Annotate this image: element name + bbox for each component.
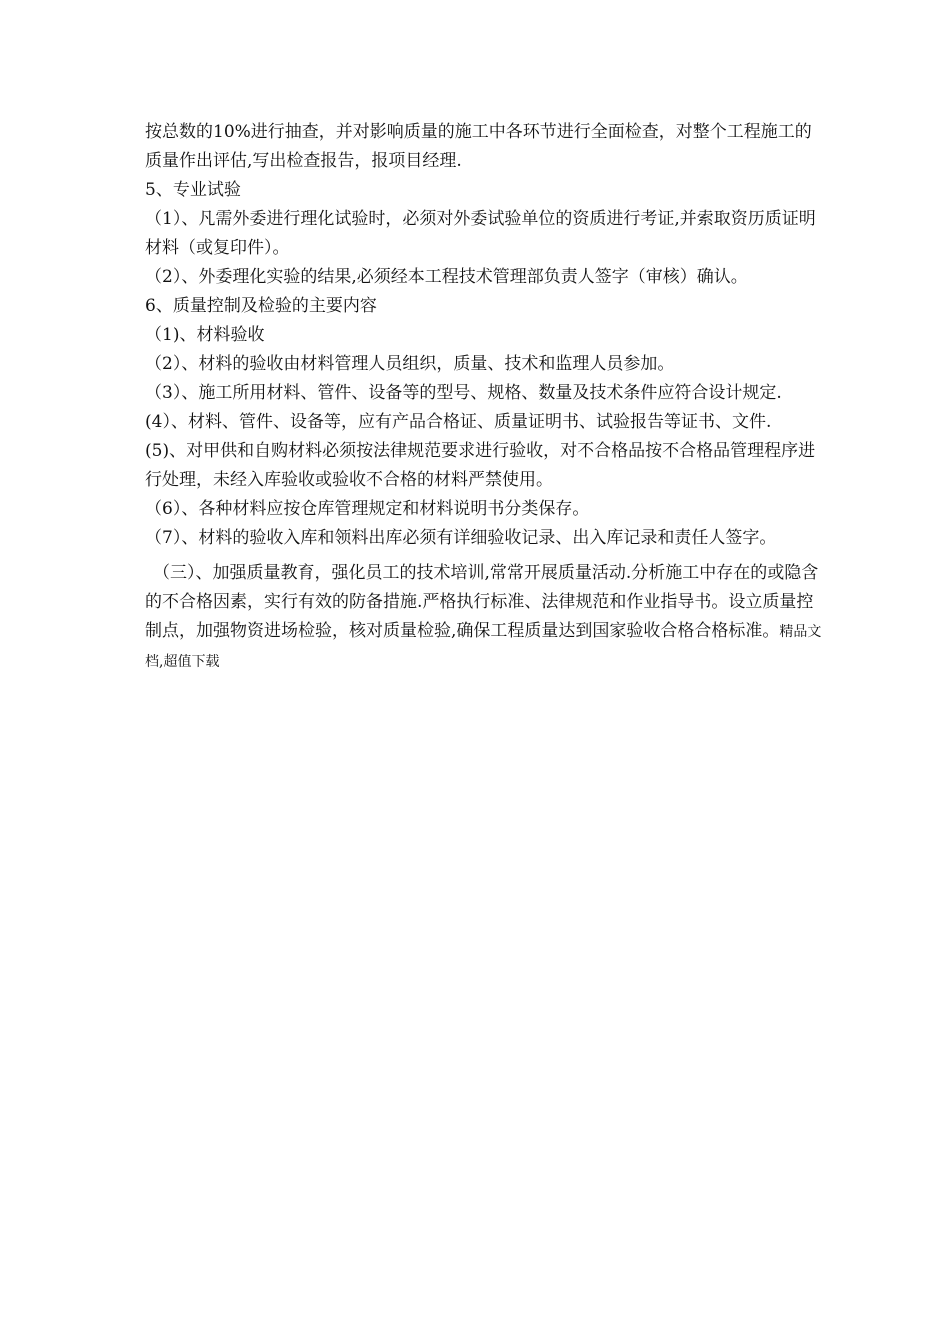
heading-quality-control: 6、质量控制及检验的主要内容 [145, 296, 377, 316]
document-body [145, 118, 825, 677]
heading-professional-test: 5、专业试验 [145, 180, 241, 200]
item-material-specs: （3）、施工所用材料、管件、设备等的型号、规格、数量及技术条件应符合设计规定. [145, 383, 782, 403]
paragraph-sampling-inspection: 按总数的10%进行抽查，并对影响质量的施工中各环节进行全面检查，对整个工程施工的质量作出评估,写出检查报告，报项目经理. [145, 122, 812, 171]
section-quality-education [145, 559, 825, 677]
item-supplied-materials: (5)、对甲供和自购材料必须按法律规范要求进行验收，对不合格品按不合格品管理程序进行处理，未经入库验收或验收不合格的材料严禁使用。 [145, 441, 816, 490]
item-storage: （6）、各种材料应按仓库管理规定和材料说明书分类保存。 [145, 499, 590, 519]
item-outsourced-result: （2）、外委理化实验的结果,必须经本工程技术管理部负责人签字（审核）确认。 [145, 267, 748, 287]
footer-note: 精品文档,超值下载 [145, 624, 822, 670]
section-quality-education-text: （三）、加强质量教育，强化员工的技术培训,常常开展质量活动.分析施工中存在的或隐含的不合格因素，实行有效的防备措施.严格执行标准、法律规范和作业指导书。设立质量控制点，加强物资进场检验，核对质量检验,确保工程质量达到国家验收合格合格标准。 [145, 563, 819, 641]
item-acceptance-organization: （2）、材料的验收由材料管理人员组织，质量、技术和监理人员参加。 [145, 354, 675, 374]
item-outsourced-test: （1）、凡需外委进行理化试验时，必须对外委试验单位的资质进行考证,并索取资历质证明材料（或复印件）。 [145, 209, 816, 258]
item-certificates: (4）、材料、管件、设备等，应有产品合格证、质量证明书、试验报告等证书、文件. [145, 412, 772, 432]
item-material-acceptance: （1)、材料验收 [145, 325, 265, 345]
item-records: （7）、材料的验收入库和领料出库必须有详细验收记录、出入库记录和责任人签字。 [145, 528, 777, 548]
